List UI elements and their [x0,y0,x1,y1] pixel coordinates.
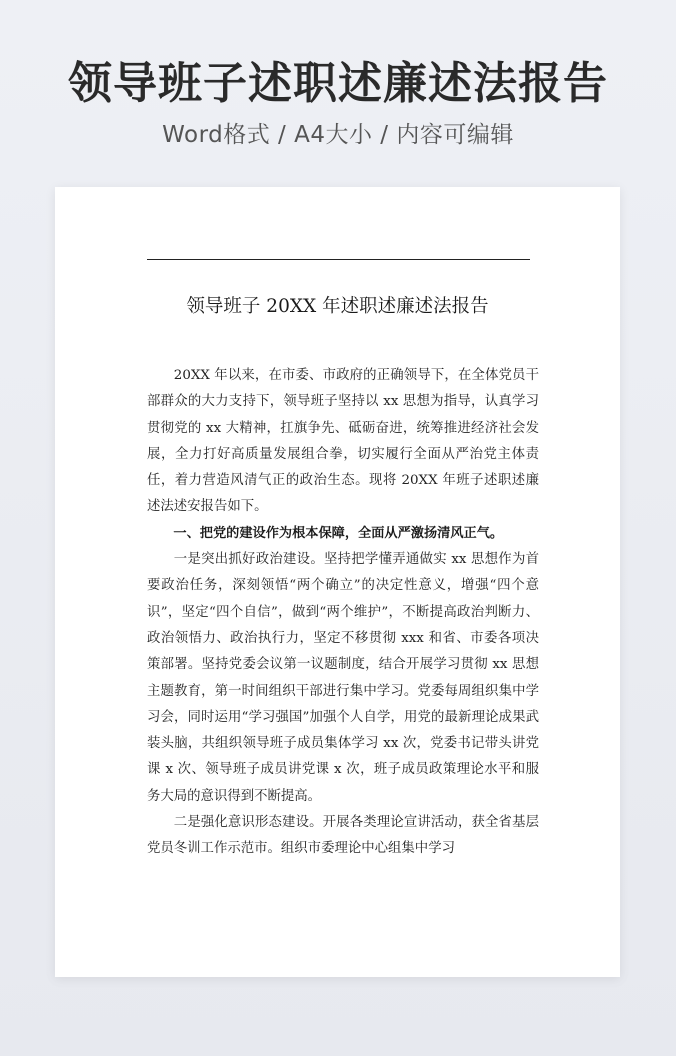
section-heading: 一、把党的建设作为根本保障，全面从严激扬清风正气。 [173,525,504,541]
header-rule [147,259,530,260]
body-paragraph: 二是强化意识形态建设。开展各类理论宣讲活动，获全省基层党员冬训工作示范市。组织市委理论中心组集中学习 [147,815,539,857]
document-title: 领导班子 20XX 年述职述廉述法报告 [186,296,489,317]
banner-title: 领导班子述职述廉述法报告 [68,58,608,109]
document-body [147,363,539,863]
intro-paragraph: 20XX 年以来，在市委、市政府的正确领导下，在全体党员干部群众的大力支持下，领导班子坚持以 xx 思想为指导，认真学习贯彻党的 xx 大精神，扛旗争先、砥砺奋进，统筹推进经济社会发展，全力打好高质量发展组合拳，切实履行全面从严治党主体责任，着力营造风清气正的政治生态。现将 20XX 年班子述职述廉述法述安报告如下。 [147,368,539,515]
body-paragraph: 一是突出抓好政治建设。坚持把学懂弄通做实 xx 思想作为首要政治任务，深刻领悟“两个确立”的决定性意义，增强“四个意识”，坚定“四个自信”，做到“两个维护”，不断提高政治判断力、政治领悟力、政治执行力，坚定不移贯彻 xxx 和省、市委各项决策部署。坚持党委会议第一议题制度，结合开展学习贯彻 xx 思想主题教育，第一时间组织干部进行集中学习。党委每周组织集中学习会，同时运用“学习强国”加强个人自学，用党的最新理论成果武装头脑，共组织领导班子成员集体学习 xx 次，党委书记带头讲党课 x 次、领导班子成员讲党课 x 次，班子成员政策理论水平和服务大局的意识得到不断提高。 [147,552,539,804]
banner-subtitle: Word格式 / A4大小 / 内容可编辑 [162,122,514,148]
document-page [55,187,620,977]
